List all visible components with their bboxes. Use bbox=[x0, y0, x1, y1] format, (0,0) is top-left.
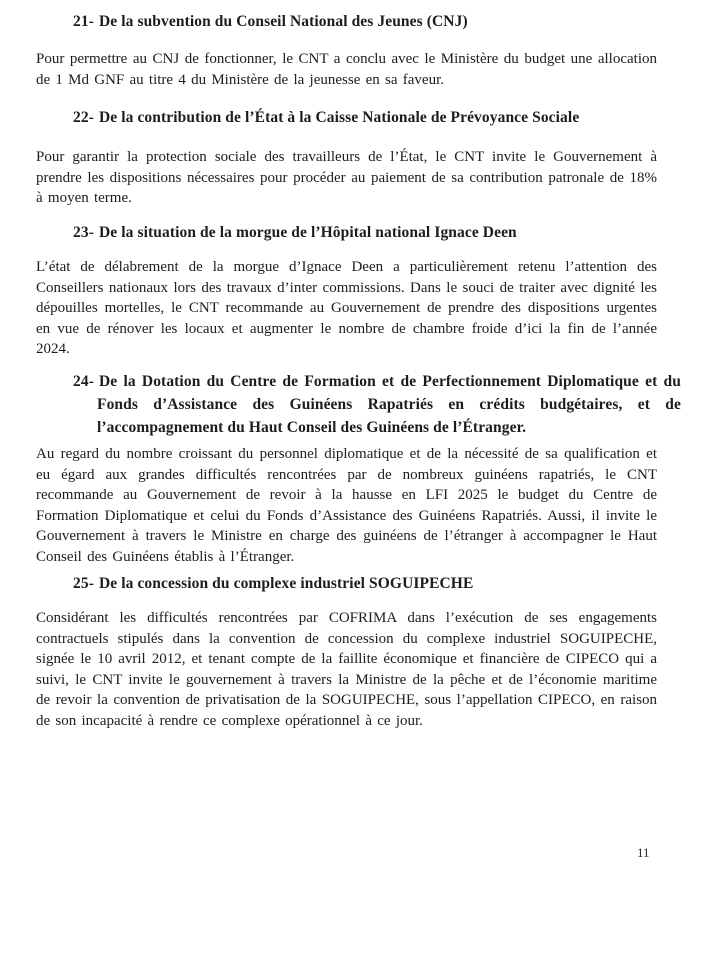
section-body-24: Au regard du nombre croissant du personnel diplomatique et de la nécessité de sa qualification et eu égard aux grandes difficultés rencontrées par de nombreux guinéens rapatriés, le CNT recommande au Gouvernement de revoir à la hausse en LFI 2025 le budget du Centre de Formation Diplomatique et celui du Fonds d’Assistance des Guinéens Rapatriés. Aussi, il invite le Gouvernement à travers le Ministre en charge des guinéens de l’étranger à accompagner le Haut Conseil des Guinéens établis à l’Étranger. bbox=[36, 446, 657, 565]
section-title: De la subvention du Conseil National des Jeunes (CNJ) bbox=[98, 13, 468, 30]
section-heading-21 bbox=[73, 10, 681, 33]
section-body-25: Considérant les difficultés rencontrées par COFRIMA dans l’exécution de ses engagements contractuels stipulés dans la convention de concession du complexe industriel SOGUIPECHE, signée le 10 avril 2012, et tenant compte de la faillite économique et financière de CIPECO qui a suivi, le CNT invite le gouvernement à travers la Ministre de la pêche et de l’économie maritime de revoir la convention de privatisation de la SOGUIPECHE, sous l’appellation CIPECO, en raison de son incapacité à rendre ce complexe opérationnel à ce jour. bbox=[36, 610, 657, 729]
section-number: 23- bbox=[73, 224, 94, 241]
section-number: 22- bbox=[73, 109, 94, 126]
section-title: De la Dotation du Centre de Formation et de Perfectionnement Diplomatique et du Fonds d’Assistance des Guinéens Rapatriés en crédits budgétaires, et de l’accompagnement du Haut Conseil des Guinéens de l’Étranger. bbox=[97, 373, 681, 436]
section-heading-22 bbox=[73, 106, 681, 129]
section-heading-23 bbox=[73, 221, 681, 244]
section-title: De la situation de la morgue de l’Hôpital national Ignace Deen bbox=[98, 224, 517, 241]
section-title: De la contribution de l’État à la Caisse Nationale de Prévoyance Sociale bbox=[98, 109, 580, 126]
section-number: 24- bbox=[73, 373, 94, 390]
section-title: De la concession du complexe industriel SOGUIPECHE bbox=[98, 575, 474, 592]
section-number: 21- bbox=[73, 13, 94, 30]
section-heading-25 bbox=[73, 572, 681, 595]
section-heading-24 bbox=[73, 370, 681, 439]
section-body-22: Pour garantir la protection sociale des travailleurs de l’État, le CNT invite le Gouvernement à prendre les dispositions nécessaires pour procéder au paiement de sa contribution patronale de 18% à moyen terme. bbox=[36, 149, 657, 206]
section-number: 25- bbox=[73, 575, 94, 592]
section-body-23: L’état de délabrement de la morgue d’Ignace Deen a particulièrement retenu l’attention des Conseillers nationaux lors des travaux d’inter commissions. Dans le souci de traiter avec dignité les dépouilles mortelles, le CNT recommande au Gouvernement de prendre des dispositions urgentes en vue de rénover les locaux et augmenter le nombre de chambre froide d’ici la fin de l’année 2024. bbox=[36, 259, 657, 357]
page-number: 11 bbox=[637, 845, 650, 860]
section-body-21: Pour permettre au CNJ de fonctionner, le CNT a conclu avec le Ministère du budget une allocation de 1 Md GNF au titre 4 du Ministère de la jeunesse en sa faveur. bbox=[36, 51, 657, 88]
